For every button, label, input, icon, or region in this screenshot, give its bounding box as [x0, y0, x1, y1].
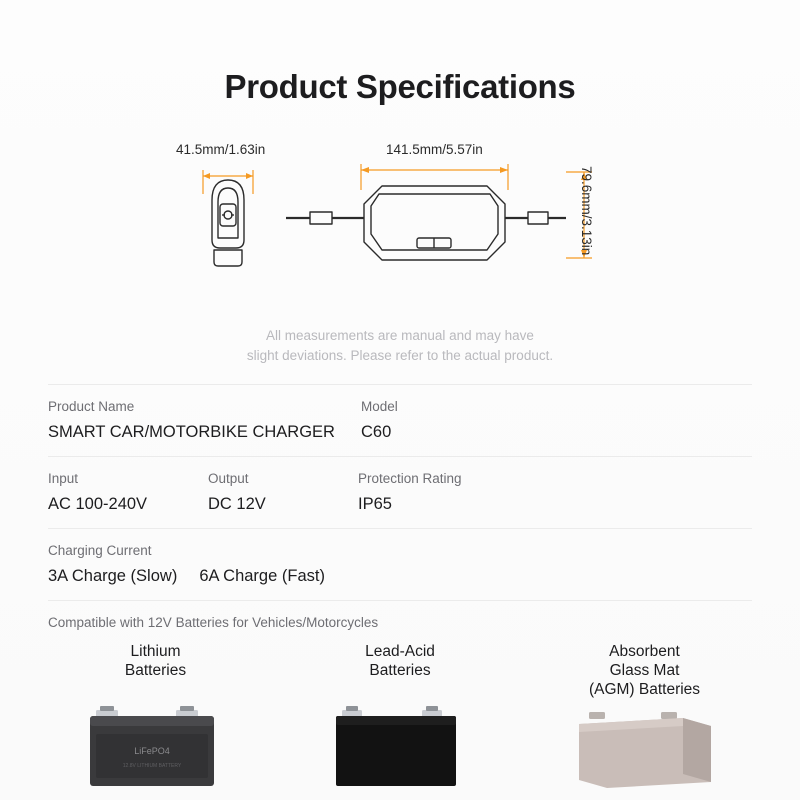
spec-label-product-name: Product Name: [48, 399, 135, 414]
spec-charging-current: [48, 543, 325, 586]
charger-outline-drawing: [0, 134, 800, 324]
spec-value-product-name: SMART CAR/MOTORBIKE CHARGER: [48, 423, 335, 441]
battery-image-lead-acid: [293, 704, 508, 790]
dimension-label-height: 79.6mm/3.13in: [579, 166, 594, 256]
spec-value-charging-current: [48, 567, 325, 586]
battery-label-lead-acid: Lead-Acid Batteries: [365, 643, 435, 679]
battery-label-agm: Absorbent Glass Mat (AGM) Batteries: [588, 643, 701, 698]
spec-output: [208, 471, 358, 514]
disclaimer-line-2: slight deviations. Please refer to the actual product.: [246, 348, 554, 363]
battery-item-lithium: [48, 642, 263, 790]
spec-label-input: Input: [48, 471, 79, 486]
battery-label-lithium: Lithium Batteries: [124, 643, 187, 679]
dimension-diagram: [0, 134, 800, 324]
charging-current-fast: 6A Charge (Fast): [199, 567, 325, 585]
spec-value-output: DC 12V: [208, 495, 266, 513]
battery-item-agm: [537, 642, 752, 790]
battery-image-lithium: [48, 704, 263, 790]
spec-protection-rating: [358, 471, 462, 514]
page-title: Product Specifications: [224, 68, 576, 105]
spec-label-charging-current: Charging Current: [48, 543, 152, 558]
battery-list: [48, 642, 752, 790]
spec-row-electrical: [48, 456, 752, 528]
battery-item-lead-acid: [293, 642, 508, 790]
dimension-label-front-width: 141.5mm/5.57in: [386, 142, 483, 157]
spec-row-charging-current: [48, 528, 752, 600]
spec-row-product: [48, 384, 752, 456]
compatible-batteries-title: Compatible with 12V Batteries for Vehicles/Motorcycles: [48, 615, 379, 630]
spec-value-model: C60: [361, 423, 392, 441]
spec-input: [48, 471, 208, 514]
svg-text:12.8V LITHIUM BATTERY: 12.8V LITHIUM BATTERY: [122, 763, 181, 769]
specification-table: [48, 384, 752, 600]
spec-product-name: [48, 399, 361, 442]
battery-image-agm: [537, 704, 752, 790]
measurement-disclaimer: [0, 326, 800, 366]
spec-value-protection-rating: IP65: [358, 495, 392, 513]
svg-text:LiFePO4: LiFePO4: [133, 746, 170, 756]
spec-label-model: Model: [361, 399, 398, 414]
charging-current-slow: 3A Charge (Slow): [48, 567, 178, 585]
spec-model: [361, 399, 398, 442]
spec-label-protection-rating: Protection Rating: [358, 471, 462, 486]
dimension-label-side-width: 41.5mm/1.63in: [176, 142, 266, 157]
spec-label-output: Output: [208, 471, 249, 486]
spec-value-input: AC 100-240V: [48, 495, 148, 513]
disclaimer-line-1: All measurements are manual and may have: [266, 328, 534, 343]
compatible-batteries-section: [48, 600, 752, 790]
